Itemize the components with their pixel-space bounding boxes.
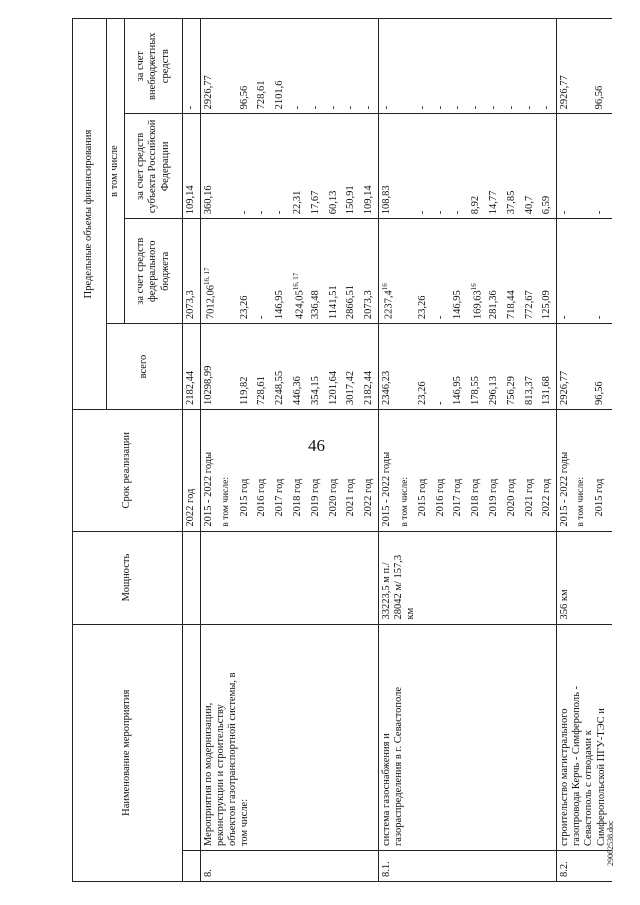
row-number	[398, 851, 416, 882]
row-number	[254, 851, 272, 882]
row-period: 2017 год	[450, 409, 468, 531]
table-row	[343, 19, 361, 882]
row-total: 131,68	[539, 324, 557, 410]
row-federal: 2073,3	[361, 219, 379, 324]
row-number	[183, 851, 201, 882]
row-extra: 2926,77	[557, 19, 575, 114]
footnote-ref: 16	[469, 283, 478, 291]
row-subject: 150,91	[343, 114, 361, 219]
row-federal	[574, 219, 592, 324]
row-period: 2015 - 2022 годы	[378, 409, 397, 531]
row-number	[272, 851, 290, 882]
row-extra: -	[326, 19, 344, 114]
row-period: 2017 год	[272, 409, 290, 531]
row-capacity	[450, 531, 468, 624]
row-period: в том числе:	[574, 409, 592, 531]
table-row	[183, 19, 201, 882]
row-subject: -	[237, 114, 255, 219]
row-total: 178,55	[468, 324, 487, 410]
row-capacity	[522, 531, 540, 624]
row-capacity	[326, 531, 344, 624]
row-federal: 2866,51	[343, 219, 361, 324]
page-number: 46	[308, 436, 325, 455]
row-period: в том числе:	[219, 409, 237, 531]
row-capacity	[290, 531, 309, 624]
row-subject: 60,13	[326, 114, 344, 219]
row-capacity	[237, 531, 255, 624]
row-extra: -	[468, 19, 487, 114]
row-federal: -	[254, 219, 272, 324]
row-number: 8.	[200, 851, 219, 882]
row-federal: 2073,3	[183, 219, 201, 324]
row-extra: -	[504, 19, 522, 114]
row-capacity	[468, 531, 487, 624]
row-extra: -	[290, 19, 309, 114]
table-row	[433, 19, 451, 882]
row-capacity	[254, 531, 272, 624]
row-capacity	[272, 531, 290, 624]
footer-filename: 29062538.doc	[606, 820, 615, 866]
row-total: 756,29	[504, 324, 522, 410]
row-total: 813,37	[522, 324, 540, 410]
row-period: 2020 год	[326, 409, 344, 531]
row-period: 2021 год	[522, 409, 540, 531]
row-period: 2019 год	[486, 409, 504, 531]
header-limits: Предельные объемы финансирования	[73, 19, 107, 410]
row-total: 1201,64	[326, 324, 344, 410]
footnote-ref: 16, 17	[202, 267, 211, 286]
row-period: 2015 год	[415, 409, 433, 531]
header-federal: за счет средств федерального бюджета	[125, 219, 183, 324]
row-total: 96,56	[592, 324, 610, 410]
row-period: 2018 год	[468, 409, 487, 531]
row-extra: -	[415, 19, 433, 114]
row-capacity	[539, 531, 557, 624]
row-capacity	[219, 531, 237, 624]
row-federal: -	[592, 219, 610, 324]
row-federal	[219, 219, 237, 324]
row-period: 2015 - 2022 годы	[200, 409, 219, 531]
table-row	[326, 19, 344, 882]
row-total: 354,15	[308, 324, 326, 410]
row-subject: 40,7	[522, 114, 540, 219]
row-subject: 22,31	[290, 114, 309, 219]
row-name	[254, 624, 272, 850]
row-federal: 772,67	[522, 219, 540, 324]
row-total: 446,36	[290, 324, 309, 410]
row-extra	[398, 19, 416, 114]
row-extra: -	[183, 19, 201, 114]
row-period: 2021 год	[343, 409, 361, 531]
funding-table	[72, 18, 612, 882]
row-total: 146,95	[450, 324, 468, 410]
row-federal	[398, 219, 416, 324]
row-subject: 8,92	[468, 114, 487, 219]
row-name	[326, 624, 344, 850]
row-federal: 1141,51	[326, 219, 344, 324]
row-extra: 2926,77	[200, 19, 219, 114]
row-number	[219, 851, 237, 882]
row-period: в том числе:	[398, 409, 416, 531]
row-extra	[574, 19, 592, 114]
row-name	[433, 624, 451, 850]
row-name	[486, 624, 504, 850]
row-total	[219, 324, 237, 410]
row-capacity	[361, 531, 379, 624]
row-federal: 281,36	[486, 219, 504, 324]
row-name	[450, 624, 468, 850]
row-total: -	[433, 324, 451, 410]
row-subject: -	[272, 114, 290, 219]
row-federal: 718,44	[504, 219, 522, 324]
header-incl: в том числе	[107, 19, 125, 324]
row-capacity	[486, 531, 504, 624]
row-subject: 14,77	[486, 114, 504, 219]
row-capacity: 33223,5 м п./ 28042 м/ 157,3 км	[378, 531, 397, 624]
row-capacity	[183, 531, 201, 624]
row-federal: 2237,4$^{16}$	[378, 219, 397, 324]
table-row	[254, 19, 272, 882]
row-federal: 424,05$^{16, 17}$	[290, 219, 309, 324]
row-name	[361, 624, 379, 850]
row-period: 2022 год	[183, 409, 201, 531]
row-subject: -	[415, 114, 433, 219]
row-capacity	[504, 531, 522, 624]
row-extra: 728,61	[254, 19, 272, 114]
row-total: 2182,44	[183, 324, 201, 410]
table-row	[486, 19, 504, 882]
table-row	[272, 19, 290, 882]
row-subject: 37,85	[504, 114, 522, 219]
row-subject: -	[450, 114, 468, 219]
row-number	[486, 851, 504, 882]
row-federal: 7012,06$^{16, 17}$	[200, 219, 219, 324]
row-number	[522, 851, 540, 882]
row-number	[592, 851, 610, 882]
row-number	[415, 851, 433, 882]
row-total: 119,82	[237, 324, 255, 410]
row-period: 2022 год	[361, 409, 379, 531]
header-subject: за счет средств субъекта Российской Федерации	[125, 114, 183, 219]
row-subject: 360,16	[200, 114, 219, 219]
row-number	[574, 851, 592, 882]
row-extra: -	[450, 19, 468, 114]
row-period: 2015 год	[592, 409, 610, 531]
row-subject: 6,59	[539, 114, 557, 219]
row-subject: -	[254, 114, 272, 219]
row-federal: 146,95	[450, 219, 468, 324]
row-period: 2016 год	[254, 409, 272, 531]
row-name	[539, 624, 557, 850]
row-name: строительство магистрального газопровода Керчь - Симферополь - Севастополь с отводами к Симферопольской ПГУ-ТЭС и	[557, 624, 575, 850]
row-federal: 23,26	[237, 219, 255, 324]
row-period: 2015 - 2022 годы	[557, 409, 575, 531]
row-subject: 17,67	[308, 114, 326, 219]
row-name	[308, 624, 326, 850]
row-name	[468, 624, 487, 850]
row-extra: -	[378, 19, 397, 114]
row-extra: -	[486, 19, 504, 114]
table-row	[504, 19, 522, 882]
row-total	[574, 324, 592, 410]
row-subject: -	[433, 114, 451, 219]
row-total: 10298,99	[200, 324, 219, 410]
row-capacity	[592, 531, 610, 624]
row-name	[415, 624, 433, 850]
row-extra: -	[433, 19, 451, 114]
row-total	[398, 324, 416, 410]
row-total: 3017,42	[343, 324, 361, 410]
row-number	[433, 851, 451, 882]
table-row	[415, 19, 433, 882]
row-number	[343, 851, 361, 882]
row-name	[343, 624, 361, 850]
row-period: 2015 год	[237, 409, 255, 531]
row-name	[290, 624, 309, 850]
table-row	[557, 19, 575, 882]
row-subject: -	[592, 114, 610, 219]
header-capacity: Мощность	[73, 531, 183, 624]
table-row	[450, 19, 468, 882]
row-number	[326, 851, 344, 882]
row-number: 8.2.	[557, 851, 575, 882]
row-federal: 146,95	[272, 219, 290, 324]
header-extra: за счет внебюджетных средств	[125, 19, 183, 114]
row-extra: 2101,6	[272, 19, 290, 114]
row-extra: 96,56	[237, 19, 255, 114]
row-name	[522, 624, 540, 850]
rotated-table-page	[72, 18, 612, 882]
row-federal: 23,26	[415, 219, 433, 324]
row-number: 8.1.	[378, 851, 397, 882]
row-subject	[574, 114, 592, 219]
row-name	[504, 624, 522, 850]
footnote-ref: 16	[380, 283, 389, 291]
row-total: 2182,44	[361, 324, 379, 410]
table-end	[610, 19, 612, 882]
row-total: 2926,77	[557, 324, 575, 410]
row-subject: -	[557, 114, 575, 219]
row-number	[504, 851, 522, 882]
table-row	[361, 19, 379, 882]
header-name: Наименование мероприятия	[73, 624, 183, 881]
row-capacity	[343, 531, 361, 624]
row-subject	[398, 114, 416, 219]
row-period: 2022 год	[539, 409, 557, 531]
table-row	[290, 19, 309, 882]
row-period: 2019 год	[308, 409, 326, 531]
row-capacity	[433, 531, 451, 624]
row-extra: -	[343, 19, 361, 114]
table-row	[468, 19, 487, 882]
table-row	[200, 19, 219, 882]
row-subject: 109,14	[183, 114, 201, 219]
row-name: система газоснабжения и газораспределения в г. Севастополе	[378, 624, 397, 850]
row-number	[290, 851, 309, 882]
row-total: 2346,23	[378, 324, 397, 410]
row-name	[272, 624, 290, 850]
row-extra: -	[539, 19, 557, 114]
table-row	[378, 19, 397, 882]
row-capacity	[574, 531, 592, 624]
row-federal: 169,63$^{16}$	[468, 219, 487, 324]
header-total: всего	[107, 324, 183, 410]
table-row	[308, 19, 326, 882]
row-extra	[219, 19, 237, 114]
row-extra: -	[522, 19, 540, 114]
row-subject	[219, 114, 237, 219]
row-federal: -	[557, 219, 575, 324]
header-period: Срок реализации	[73, 409, 183, 531]
row-number	[450, 851, 468, 882]
row-period: 2020 год	[504, 409, 522, 531]
row-capacity	[415, 531, 433, 624]
row-capacity: 356 км	[557, 531, 575, 624]
row-total: 728,61	[254, 324, 272, 410]
row-total: 2248,55	[272, 324, 290, 410]
table-row	[539, 19, 557, 882]
row-number	[237, 851, 255, 882]
row-extra: 96,56	[592, 19, 610, 114]
row-period: 2016 год	[433, 409, 451, 531]
footnote-ref: 16, 17	[291, 272, 300, 291]
row-total: 23,26	[415, 324, 433, 410]
row-federal: 336,48	[308, 219, 326, 324]
table-row	[522, 19, 540, 882]
row-federal: 125,09	[539, 219, 557, 324]
row-federal: -	[433, 219, 451, 324]
row-number	[308, 851, 326, 882]
row-number	[468, 851, 487, 882]
table-body	[183, 19, 612, 882]
row-total: 296,13	[486, 324, 504, 410]
row-name: Мероприятия по модернизации, реконструкции и строительству объектов газотранспортной системы, в том числе:	[200, 624, 219, 850]
row-extra: -	[361, 19, 379, 114]
row-number	[361, 851, 379, 882]
row-subject: 109,14	[361, 114, 379, 219]
row-capacity	[200, 531, 219, 624]
row-period: 2018 год	[290, 409, 309, 531]
row-capacity	[308, 531, 326, 624]
row-extra: -	[308, 19, 326, 114]
row-subject: 108,83	[378, 114, 397, 219]
row-number	[539, 851, 557, 882]
row-name	[183, 624, 201, 850]
